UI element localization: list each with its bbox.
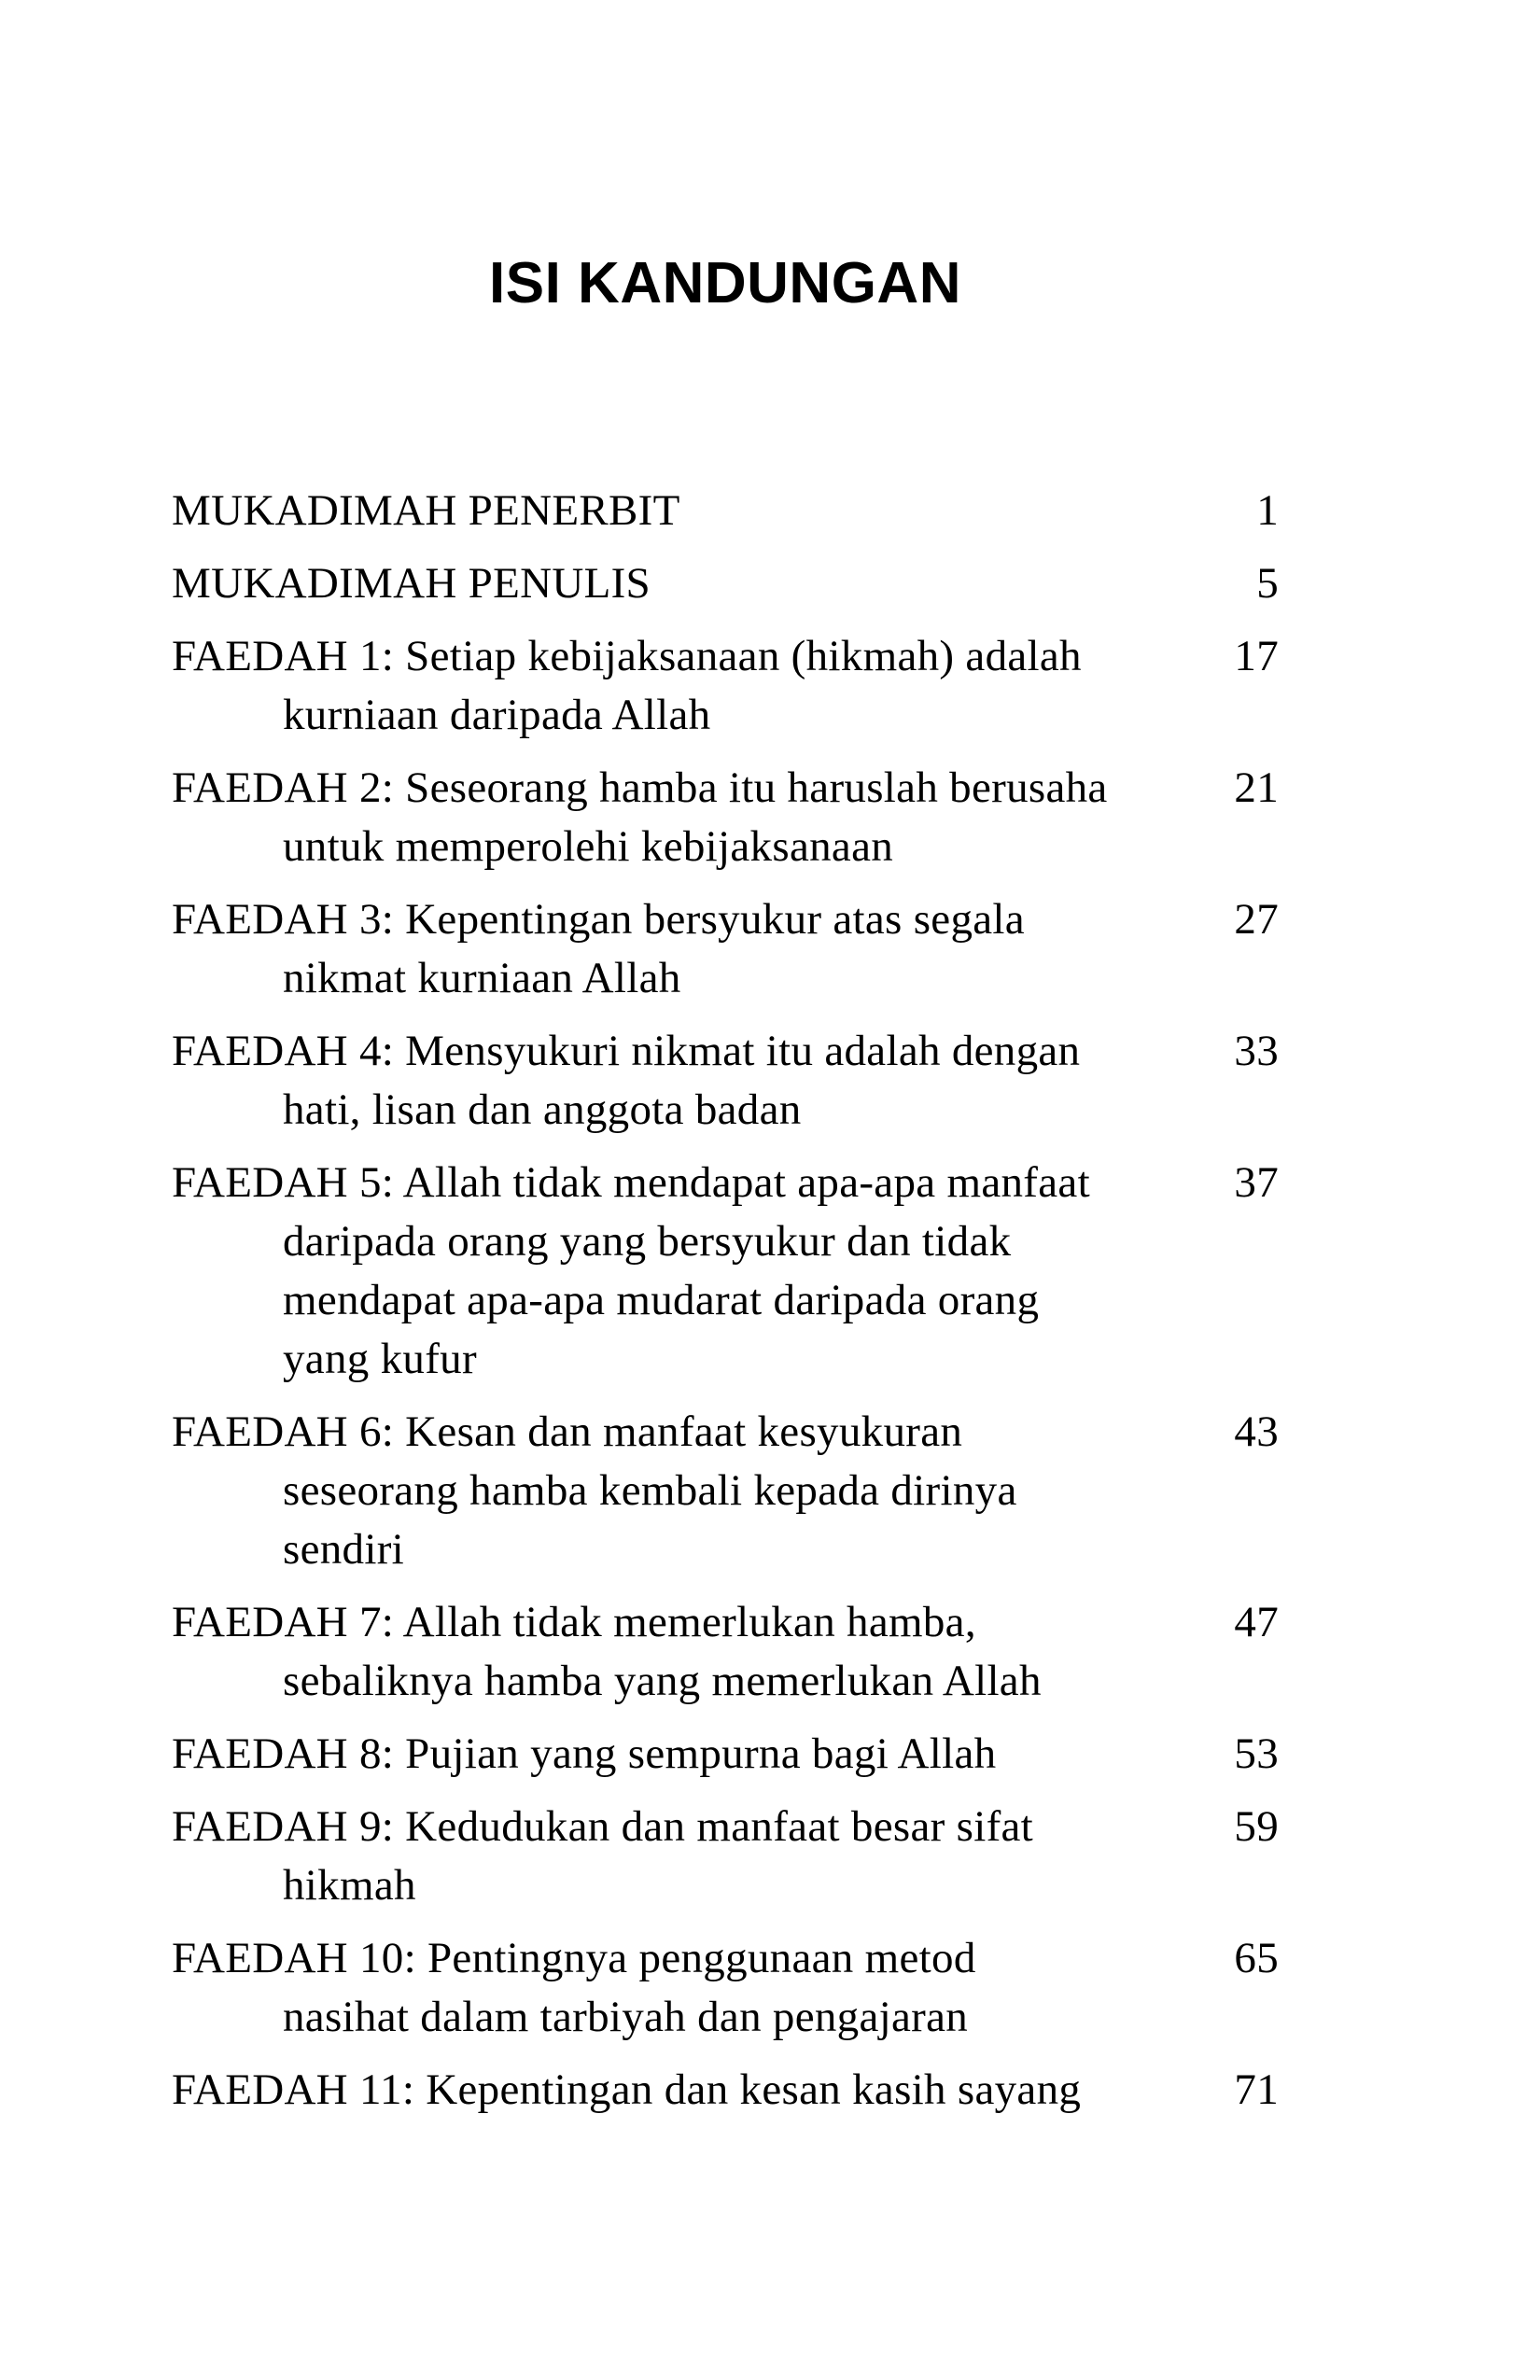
toc-list: [172, 482, 1279, 2120]
toc-entry-text: FAEDAH 5: Allah tidak mendapat apa-apa manfaat: [172, 1158, 1090, 1207]
toc-entry-continuation: sendiri: [283, 1525, 405, 1574]
toc-entry-page: 59: [1234, 1802, 1279, 1851]
toc-entry-page: 27: [1234, 895, 1279, 944]
toc-entry: [172, 2061, 1279, 2120]
toc-entry-text: MUKADIMAH PENULIS: [172, 559, 651, 608]
toc-entry-row: [172, 482, 1279, 540]
toc-entry-text: MUKADIMAH PENERBIT: [172, 486, 680, 535]
toc-entry-row: [172, 1798, 1279, 1856]
toc-entry-row: [172, 890, 1279, 949]
toc-entry-row: [172, 759, 1279, 818]
toc-entry: [172, 1929, 1279, 2047]
toc-entry: [172, 627, 1279, 745]
toc-entry-page: 5: [1256, 559, 1279, 608]
toc-entry-page: 53: [1234, 1729, 1279, 1778]
toc-entry-row: [172, 554, 1279, 613]
toc-entry: [172, 1154, 1279, 1389]
toc-entry-continuation: mendapat apa-apa mudarat daripada orang: [283, 1276, 1040, 1324]
toc-entry-page: 71: [1234, 2065, 1279, 2114]
toc-entry-page: 21: [1234, 763, 1279, 812]
toc-entry: [172, 554, 1279, 613]
toc-entry: [172, 482, 1279, 540]
toc-entry-continuation: nasihat dalam tarbiyah dan pengajaran: [283, 1993, 969, 2041]
toc-entry-row: [172, 627, 1279, 686]
toc-entry-text: FAEDAH 11: Kepentingan dan kesan kasih sayang: [172, 2065, 1082, 2114]
toc-entry: [172, 1725, 1279, 1784]
toc-entry-row: [172, 2061, 1279, 2120]
toc-entry-text: FAEDAH 7: Allah tidak memerlukan hamba,: [172, 1598, 976, 1646]
toc-entry: [172, 1593, 1279, 1711]
toc-entry-continuation: sebaliknya hamba yang memerlukan Allah: [283, 1657, 1042, 1705]
toc-entry-text: FAEDAH 4: Mensyukuri nikmat itu adalah dengan: [172, 1027, 1081, 1075]
toc-entry-continuation: kurniaan daripada Allah: [283, 691, 711, 739]
toc-entry-text: FAEDAH 1: Setiap kebijaksanaan (hikmah) adalah: [172, 632, 1082, 680]
toc-entry-text: FAEDAH 3: Kepentingan bersyukur atas segala: [172, 895, 1025, 944]
toc-entry-text: FAEDAH 2: Seseorang hamba itu haruslah berusaha: [172, 763, 1108, 812]
toc-entry-page: 65: [1234, 1934, 1279, 1982]
toc-entry-page: 43: [1234, 1407, 1279, 1456]
toc-entry: [172, 759, 1279, 876]
toc-entry-page: 17: [1234, 632, 1279, 680]
toc-entry-continuation: hikmah: [283, 1861, 416, 1910]
toc-entry-page: 37: [1234, 1158, 1279, 1207]
toc-entry: [172, 890, 1279, 1008]
toc-entry-text: FAEDAH 8: Pujian yang sempurna bagi Allah: [172, 1729, 997, 1778]
toc-entry: [172, 1403, 1279, 1579]
toc-entry-text: FAEDAH 10: Pentingnya penggunaan metod: [172, 1934, 976, 1982]
toc-entry-row: [172, 1403, 1279, 1462]
toc-entry-row: [172, 1022, 1279, 1081]
toc-entry-continuation: seseorang hamba kembali kepada dirinya: [283, 1466, 1017, 1515]
toc-entry-page: 47: [1234, 1598, 1279, 1646]
toc-entry-row: [172, 1593, 1279, 1652]
toc-entry-row: [172, 1725, 1279, 1784]
toc-entry-text: FAEDAH 9: Kedudukan dan manfaat besar sifat: [172, 1802, 1034, 1851]
toc-entry-row: [172, 1929, 1279, 1988]
toc-entry-text: FAEDAH 6: Kesan dan manfaat kesyukuran: [172, 1407, 963, 1456]
toc-entry-page: 1: [1256, 486, 1279, 535]
toc-entry-continuation: untuk memperolehi kebijaksanaan: [283, 822, 894, 871]
book-page: [172, 0, 1279, 2120]
page-title: ISI KANDUNGAN: [489, 251, 961, 315]
toc-entry-page: 33: [1234, 1027, 1279, 1075]
toc-entry: [172, 1022, 1279, 1140]
toc-entry-continuation: nikmat kurniaan Allah: [283, 954, 681, 1002]
toc-entry-continuation: yang kufur: [283, 1335, 477, 1383]
toc-entry: [172, 1798, 1279, 1915]
toc-entry-continuation: hati, lisan dan anggota badan: [283, 1085, 802, 1134]
toc-entry-continuation: daripada orang yang bersyukur dan tidak: [283, 1217, 1012, 1266]
toc-entry-row: [172, 1154, 1279, 1212]
